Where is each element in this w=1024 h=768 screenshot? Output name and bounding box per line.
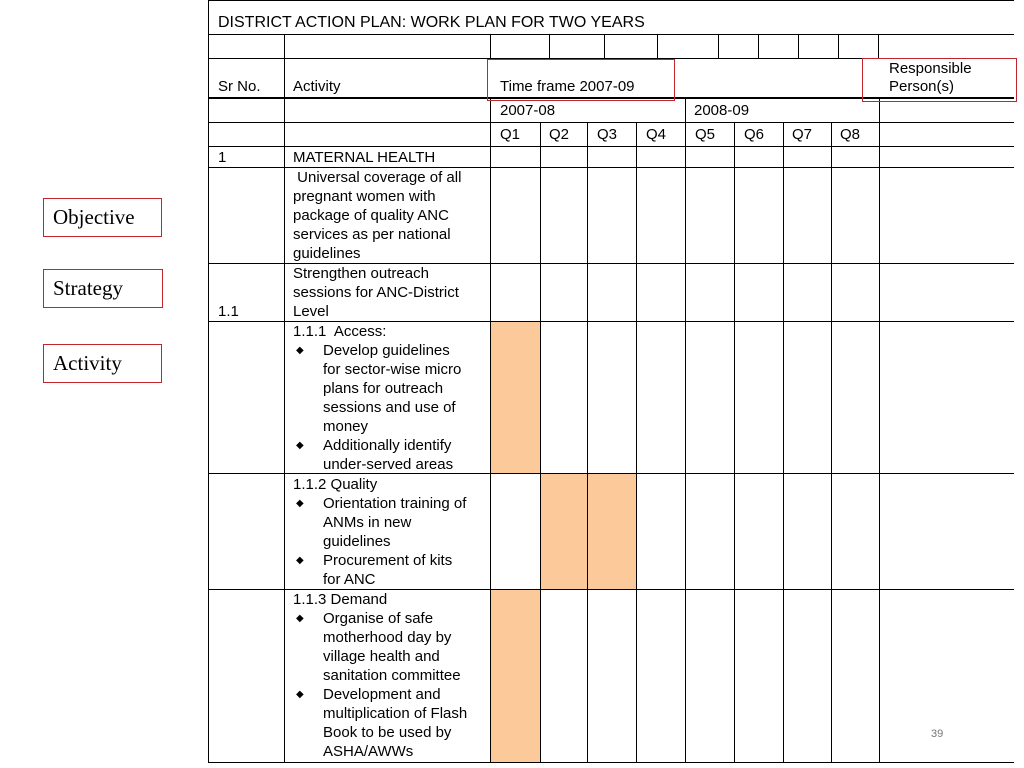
demand-bullet2-line: Development and (323, 686, 441, 703)
access-bullet1-line: money (323, 418, 369, 435)
col-line (604, 34, 605, 58)
bullet-icon: ◆ (296, 613, 304, 624)
quarter-q8: Q8 (840, 126, 861, 143)
bullet-icon: ◆ (296, 440, 304, 451)
col-line (758, 34, 759, 58)
highlight-quality-q3 (588, 474, 636, 589)
col-line (284, 34, 285, 763)
col-line (838, 34, 839, 58)
objective-label: Objective (43, 198, 162, 237)
page-number: 39 (931, 728, 944, 740)
quarter-q3: Q3 (597, 126, 618, 143)
col-line (685, 99, 686, 763)
year-2008-09: 2008-09 (694, 102, 750, 119)
quarter-q2: Q2 (549, 126, 570, 143)
quarter-q1: Q1 (500, 126, 521, 143)
strategy-line: Level (293, 303, 329, 320)
demand-bullet1-line: motherhood day by (323, 629, 452, 646)
col-line (798, 34, 799, 58)
access-bullet1-line: for sector-wise micro (323, 361, 462, 378)
year-2007-08: 2007-08 (500, 102, 556, 119)
highlight-quality-q2 (541, 474, 587, 589)
access-bullet2-line: Additionally identify (323, 437, 452, 454)
objective-line: pregnant women with (293, 188, 436, 205)
access-bullet2-line: under-served areas (323, 456, 454, 473)
demand-bullet2-line: ASHA/AWWs (323, 743, 414, 760)
col-line (540, 122, 541, 763)
access-bullet1-line: Develop guidelines (323, 342, 450, 359)
quarter-q6: Q6 (744, 126, 765, 143)
table-border-top (208, 0, 1014, 1)
col-line (718, 34, 719, 58)
col-line (490, 34, 491, 58)
demand-bullet1-line: Organise of safe (323, 610, 434, 627)
col-line (587, 122, 588, 763)
col-line (490, 99, 491, 763)
quality-bullet2-line: Procurement of kits (323, 552, 453, 569)
col-line (657, 34, 658, 58)
quarter-q4: Q4 (646, 126, 667, 143)
table-border-bottom (208, 762, 1014, 763)
quality-bullet1-line: ANMs in new (323, 514, 412, 531)
table-title: DISTRICT ACTION PLAN: WORK PLAN FOR TWO YEARS (218, 14, 645, 31)
quality-bullet2-line: for ANC (323, 571, 376, 588)
objective-line: guidelines (293, 245, 361, 262)
bullet-icon: ◆ (296, 689, 304, 700)
row-maternal-sr: 1 (218, 149, 227, 166)
row-line (208, 122, 1014, 123)
quarter-q7: Q7 (792, 126, 813, 143)
table-border-left (208, 0, 209, 763)
strategy-sr: 1.1 (218, 303, 239, 320)
access-bullet1-line: plans for outreach (323, 380, 444, 397)
strategy-line: Strengthen outreach (293, 265, 429, 282)
col-line (879, 99, 880, 763)
objective-line: Universal coverage of all (293, 169, 462, 186)
header-responsible-persons: Person(s) (889, 78, 955, 95)
quarter-q5: Q5 (695, 126, 716, 143)
row-maternal-activity: MATERNAL HEALTH (293, 149, 436, 166)
col-line (734, 122, 735, 763)
activity-label: Activity (43, 344, 162, 383)
time-frame-highlight-box (487, 59, 675, 101)
row-line (208, 146, 1014, 147)
row-line (208, 34, 1014, 35)
strategy-line: sessions for ANC-District (293, 284, 459, 301)
demand-heading: 1.1.3 Demand (293, 591, 388, 608)
objective-line: package of quality ANC (293, 207, 449, 224)
bullet-icon: ◆ (296, 345, 304, 356)
bullet-icon: ◆ (296, 498, 304, 509)
col-line (636, 122, 637, 763)
demand-bullet1-line: sanitation committee (323, 667, 461, 684)
strategy-label: Strategy (43, 269, 163, 308)
highlight-demand-q1 (491, 590, 540, 763)
quality-bullet1-line: guidelines (323, 533, 391, 550)
header-sr-no: Sr No. (218, 78, 261, 95)
demand-bullet1-line: village health and (323, 648, 440, 665)
quality-bullet1-line: Orientation training of (323, 495, 467, 512)
highlight-access-q1 (491, 322, 540, 473)
quality-heading: 1.1.2 Quality (293, 476, 378, 493)
col-line (549, 34, 550, 58)
header-time-frame: Time frame 2007-09 (500, 78, 635, 95)
col-line (878, 34, 879, 58)
header-activity: Activity (293, 78, 341, 95)
col-line (831, 122, 832, 763)
responsible-highlight-box (862, 58, 1017, 102)
col-line (783, 122, 784, 763)
demand-bullet2-line: multiplication of Flash (323, 705, 468, 722)
access-heading: 1.1.1 Access: (293, 323, 387, 340)
demand-bullet2-line: Book to be used by (323, 724, 452, 741)
objective-line: services as per national (293, 226, 451, 243)
bullet-icon: ◆ (296, 555, 304, 566)
access-bullet1-line: sessions and use of (323, 399, 456, 416)
header-responsible: Responsible (889, 60, 972, 77)
